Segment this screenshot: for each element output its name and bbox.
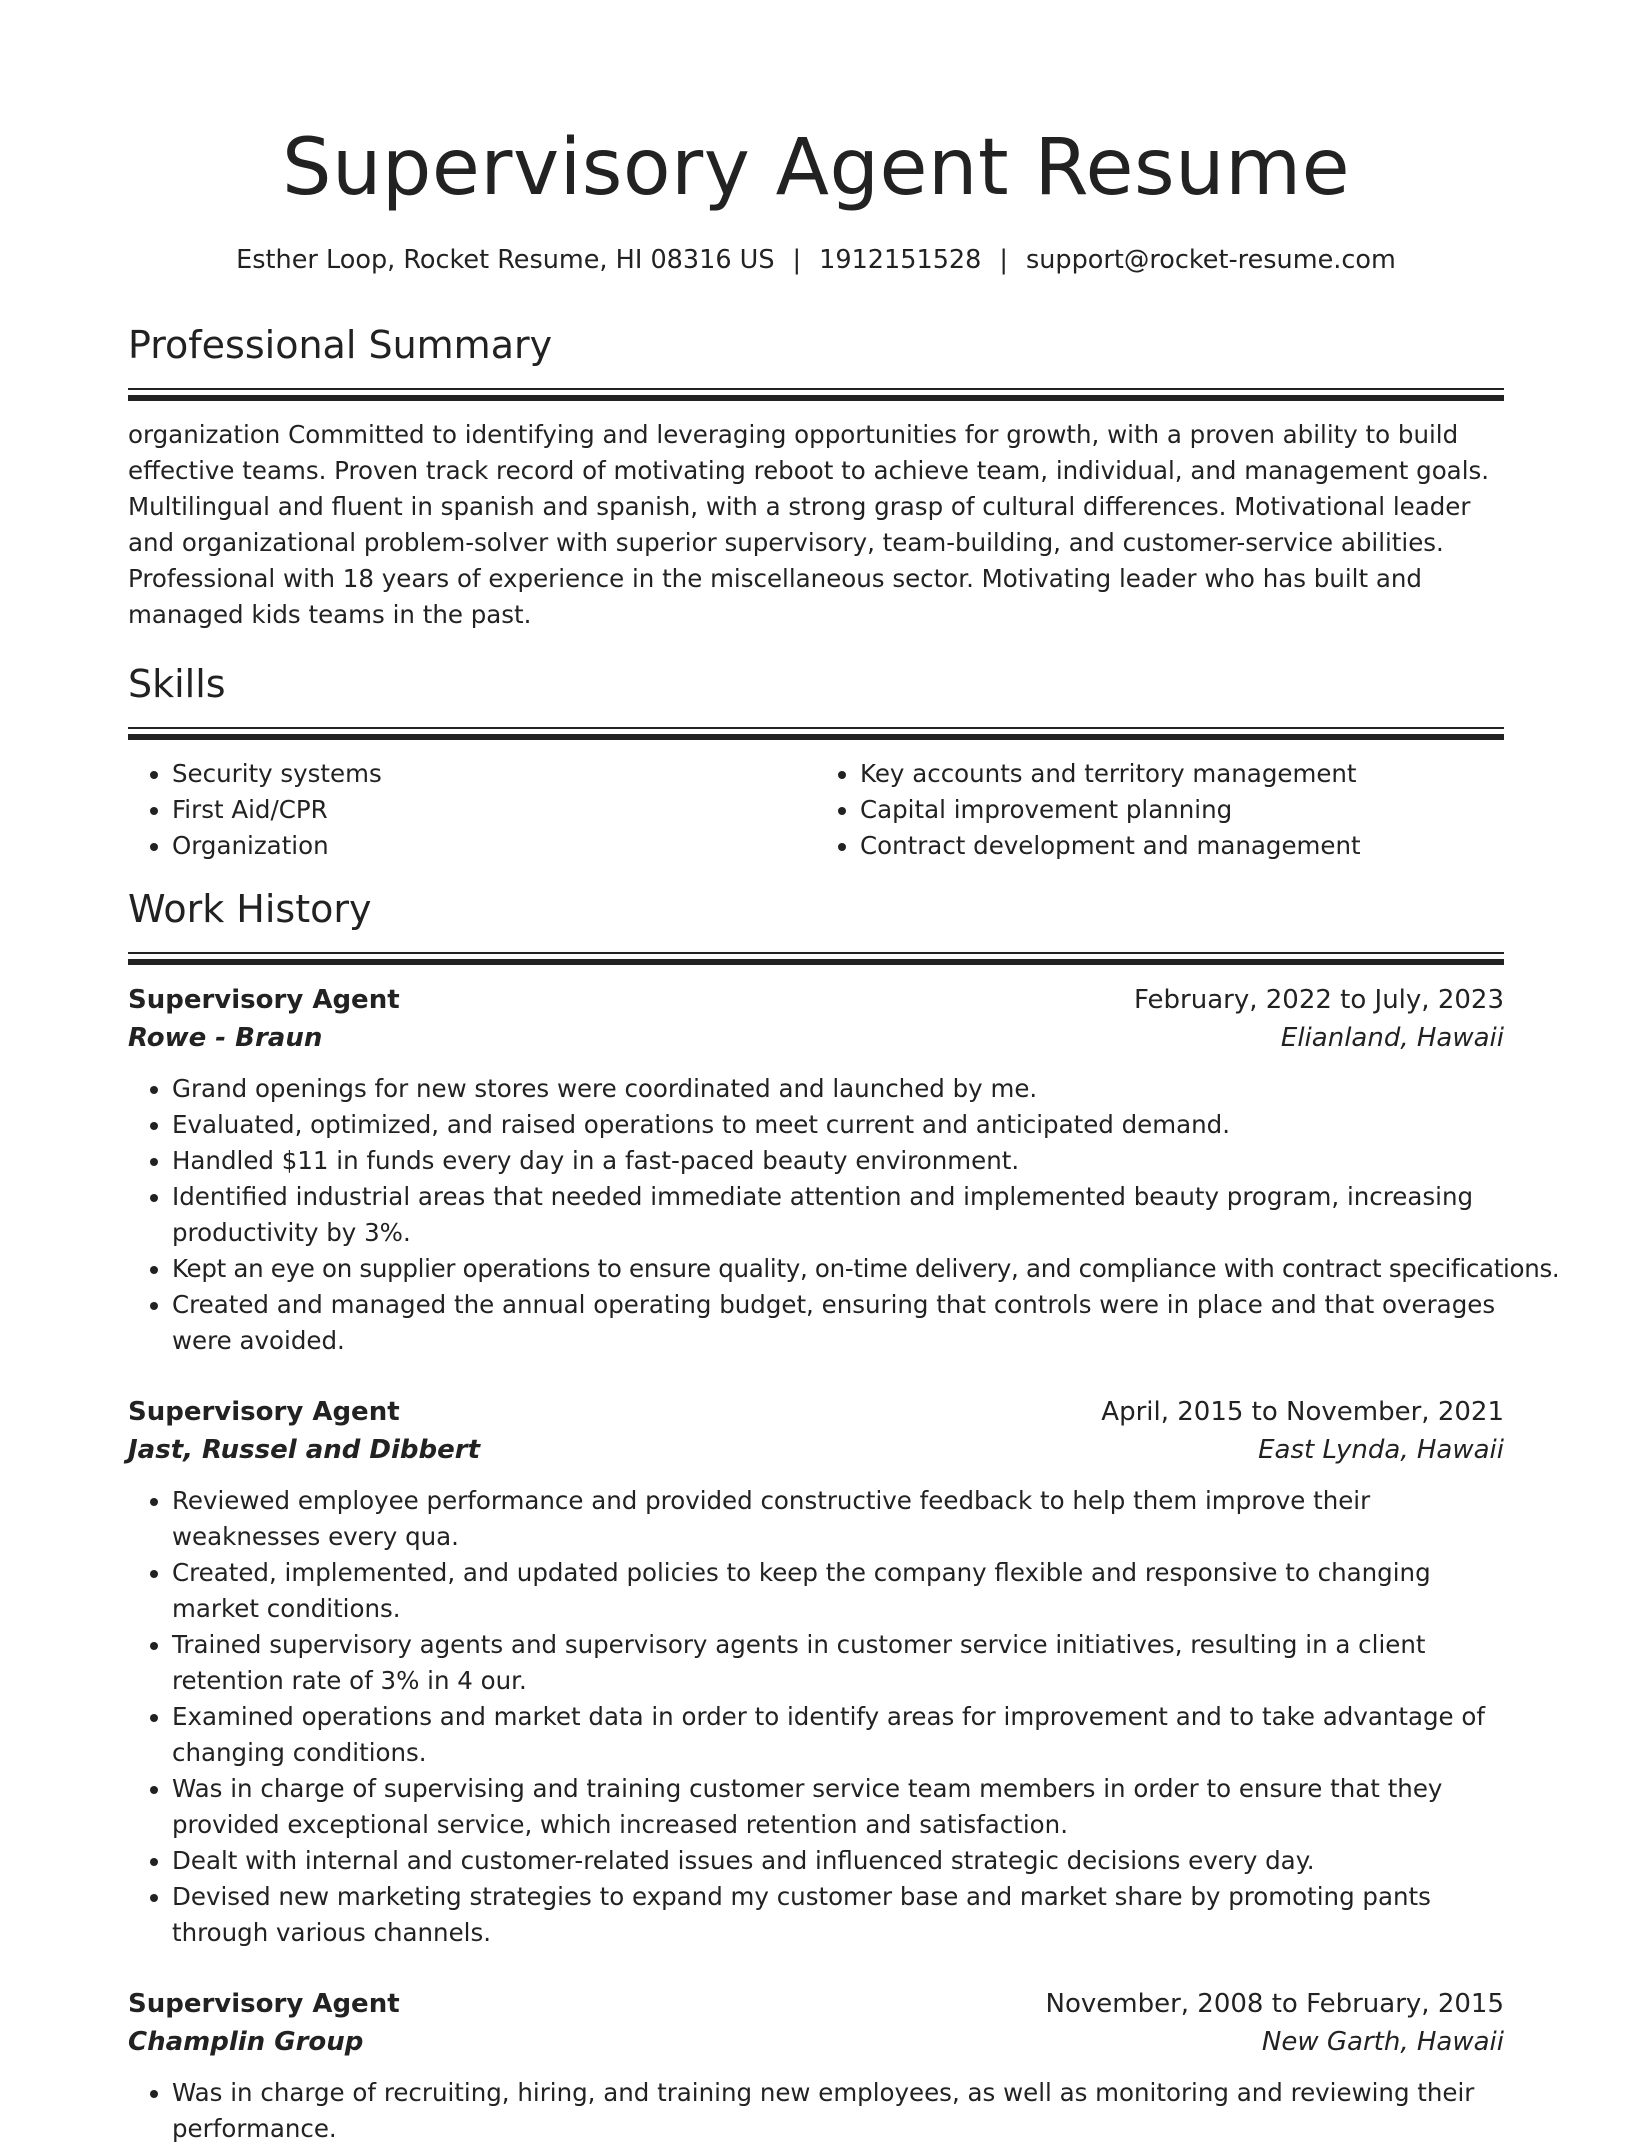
work-history-section	[128, 884, 1560, 2147]
job-header-row	[128, 1393, 1504, 1431]
section-divider	[128, 727, 1504, 740]
job-entry	[128, 1393, 1504, 1951]
work-history-heading: Work History	[128, 887, 372, 931]
job-company-row	[128, 2023, 1504, 2061]
job-entry	[128, 981, 1560, 1359]
job-bullets	[128, 1483, 1504, 1951]
skill-item: • Key accounts and territory management	[860, 756, 1504, 792]
job-dates: November, 2008 to February, 2015	[1045, 1989, 1504, 2019]
job-bullet: • Examined operations and market data in order to identify areas for improvement and to take advantage of changing conditions.	[172, 1699, 1504, 1771]
section-divider	[128, 388, 1504, 401]
job-location: East Lynda, Hawaii	[1258, 1435, 1504, 1465]
job-company-row	[128, 1431, 1504, 1469]
contact-separator: |	[792, 245, 802, 275]
skill-item: • Security systems	[172, 756, 816, 792]
contact-email: support@rocket-resume.com	[1025, 245, 1396, 275]
job-header-row	[128, 981, 1504, 1019]
job-bullet: • Handled $11 in funds every day in a fast-paced beauty environment.	[172, 1143, 1504, 1179]
job-company: Champlin Group	[128, 2027, 364, 2057]
job-header-row	[128, 1985, 1504, 2023]
job-bullet: • Was in charge of supervising and training customer service team members in order to ensure that they provided exceptional service, which increased retention and satisfaction.	[172, 1771, 1504, 1843]
skills-columns	[128, 756, 1504, 864]
job-bullets	[128, 1071, 1560, 1359]
job-bullet: • Devised new marketing strategies to expand my customer base and market share by promoting pants through various channels.	[172, 1879, 1504, 1951]
job-location: Elianland, Hawaii	[1280, 1023, 1504, 1053]
job-company: Rowe - Braun	[128, 1023, 323, 1053]
job-entry	[128, 1985, 1504, 2147]
summary-text: organization Committed to identifying and leveraging opportunities for growth, with a proven ability to build effective teams. Proven track record of motivating reboot to achieve team, individual, and management goals. Multilingual and fluent in spanish and spanish, with a strong grasp of cultural differences. Motivational leader and organizational problem-solver with superior supervisory, team-building, and customer-service abilities. Professional with 18 years of experience in the miscellaneous sector. Motivating leader who has built and managed kids teams in the past.	[128, 420, 1490, 629]
skills-heading: Skills	[128, 662, 226, 706]
skills-section	[128, 659, 1504, 864]
job-location: New Garth, Hawaii	[1261, 2027, 1504, 2057]
summary-section	[128, 320, 1504, 633]
job-company-row	[128, 1019, 1504, 1057]
job-bullet: • Created and managed the annual operating budget, ensuring that controls were in place and that overages were avoided.	[172, 1287, 1504, 1359]
section-divider	[128, 952, 1504, 965]
job-title: Supervisory Agent	[128, 1989, 400, 2019]
job-bullet: • Trained supervisory agents and supervisory agents in customer service initiatives, resulting in a client retention rate of 3% in 4 our.	[172, 1627, 1504, 1699]
job-bullet: • Kept an eye on supplier operations to ensure quality, on-time delivery, and compliance with contract specifications.	[172, 1251, 1504, 1287]
job-title: Supervisory Agent	[128, 1397, 400, 1427]
job-bullet: • Identified industrial areas that needed immediate attention and implemented beauty program, increasing productivity by 3%.	[172, 1179, 1504, 1251]
job-bullet: • Was in charge of recruiting, hiring, and training new employees, as well as monitoring and reviewing their performance.	[172, 2075, 1504, 2147]
contact-location: Esther Loop, Rocket Resume, HI 08316 US	[236, 245, 775, 275]
job-spacer	[128, 1359, 1504, 1393]
skill-item: • Contract development and management	[860, 828, 1504, 864]
skills-list-right	[816, 756, 1504, 864]
job-company: Jast, Russel and Dibbert	[128, 1435, 481, 1465]
job-bullet: • Reviewed employee performance and provided constructive feedback to help them improve their weaknesses every qua.	[172, 1483, 1504, 1555]
job-dates: April, 2015 to November, 2021	[1101, 1397, 1504, 1427]
job-spacer	[128, 1951, 1504, 1985]
job-bullet: • Created, implemented, and updated policies to keep the company flexible and responsive to changing market conditions.	[172, 1555, 1504, 1627]
skill-item: • Capital improvement planning	[860, 792, 1504, 828]
job-bullets	[128, 2075, 1504, 2147]
job-bullet: • Dealt with internal and customer-related issues and influenced strategic decisions every day.	[172, 1843, 1504, 1879]
skills-list-left	[128, 756, 816, 864]
skill-item: • First Aid/CPR	[172, 792, 816, 828]
skill-item: • Organization	[172, 828, 816, 864]
summary-heading: Professional Summary	[128, 323, 553, 367]
job-dates: February, 2022 to July, 2023	[1134, 985, 1504, 1015]
resume-title: Supervisory Agent Resume	[281, 123, 1351, 213]
contact-phone: 1912151528	[819, 245, 982, 275]
job-bullet: • Grand openings for new stores were coordinated and launched by me.	[172, 1071, 1504, 1107]
job-bullet: • Evaluated, optimized, and raised operations to meet current and anticipated demand.	[172, 1107, 1504, 1143]
contact-line	[128, 242, 1504, 278]
contact-separator: |	[999, 245, 1008, 275]
job-title: Supervisory Agent	[128, 985, 400, 1015]
